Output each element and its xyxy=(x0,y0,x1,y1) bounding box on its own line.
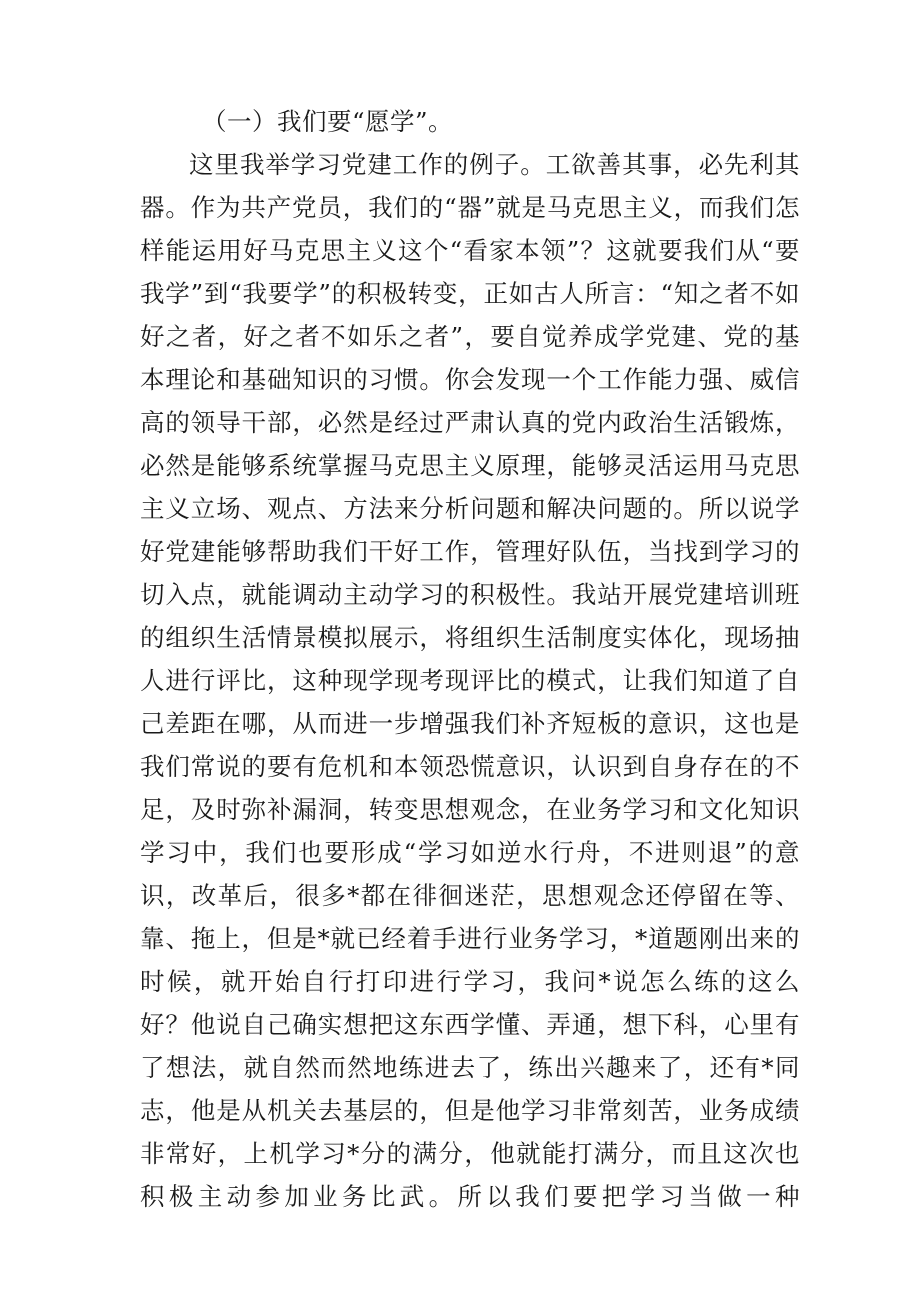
body-paragraph: 这里我举学习党建工作的例子。工欲善其事，必先利其器。作为共产党员，我们的“器”就是马克思主义，而我们怎样能运用好马克思主义这个“看家本领”？这就要我们从“要我学”到“我要学”的积极转变，正如古人所言：“知之者不如好之者，好之者不如乐之者”，要自觉养成学党建、党的基本理论和基础知识的习惯。你会发现一个工作能力强、威信高的领导干部，必然是经过严肃认真的党内政治生活锻炼，必然是能够系统掌握马克思主义原理，能够灵活运用马克思主义立场、观点、方法来分析问题和解决问题的。所以说学好党建能够帮助我们干好工作，管理好队伍，当找到学习的切入点，就能调动主动学习的积极性。我站开展党建培训班的组织生活情景模拟展示，将组织生活制度实体化，现场抽人进行评比，这种现学现考现评比的模式，让我们知道了自己差距在哪，从而进一步增强我们补齐短板的意识，这也是我们常说的要有危机和本领恐慌意识，认识到自身存在的不足，及时弥补漏洞，转变思想观念，在业务学习和文化知识学习中，我们也要形成“学习如逆水行舟，不进则退”的意识，改革后，很多*都在徘徊迷茫，思想观念还停留在等、靠、拖上，但是*就已经着手进行业务学习，*道题刚出来的时候，就开始自行打印进行学习，我问*说怎么练的这么好？他说自己确实想把这东西学懂、弄通，想下科，心里有了想法，就自然而然地练进去了，练出兴趣来了，还有*同志，他是从机关去基层的，但是他学习非常刻苦，业务成绩非常好，上机学习*分的满分，他就能打满分，而且这次也积极主动参加业务比武。所以我们要把学习当做一种 xyxy=(140,150,800,1211)
document-body xyxy=(140,100,800,1218)
section-heading: （一）我们要“愿学”。 xyxy=(202,107,454,136)
